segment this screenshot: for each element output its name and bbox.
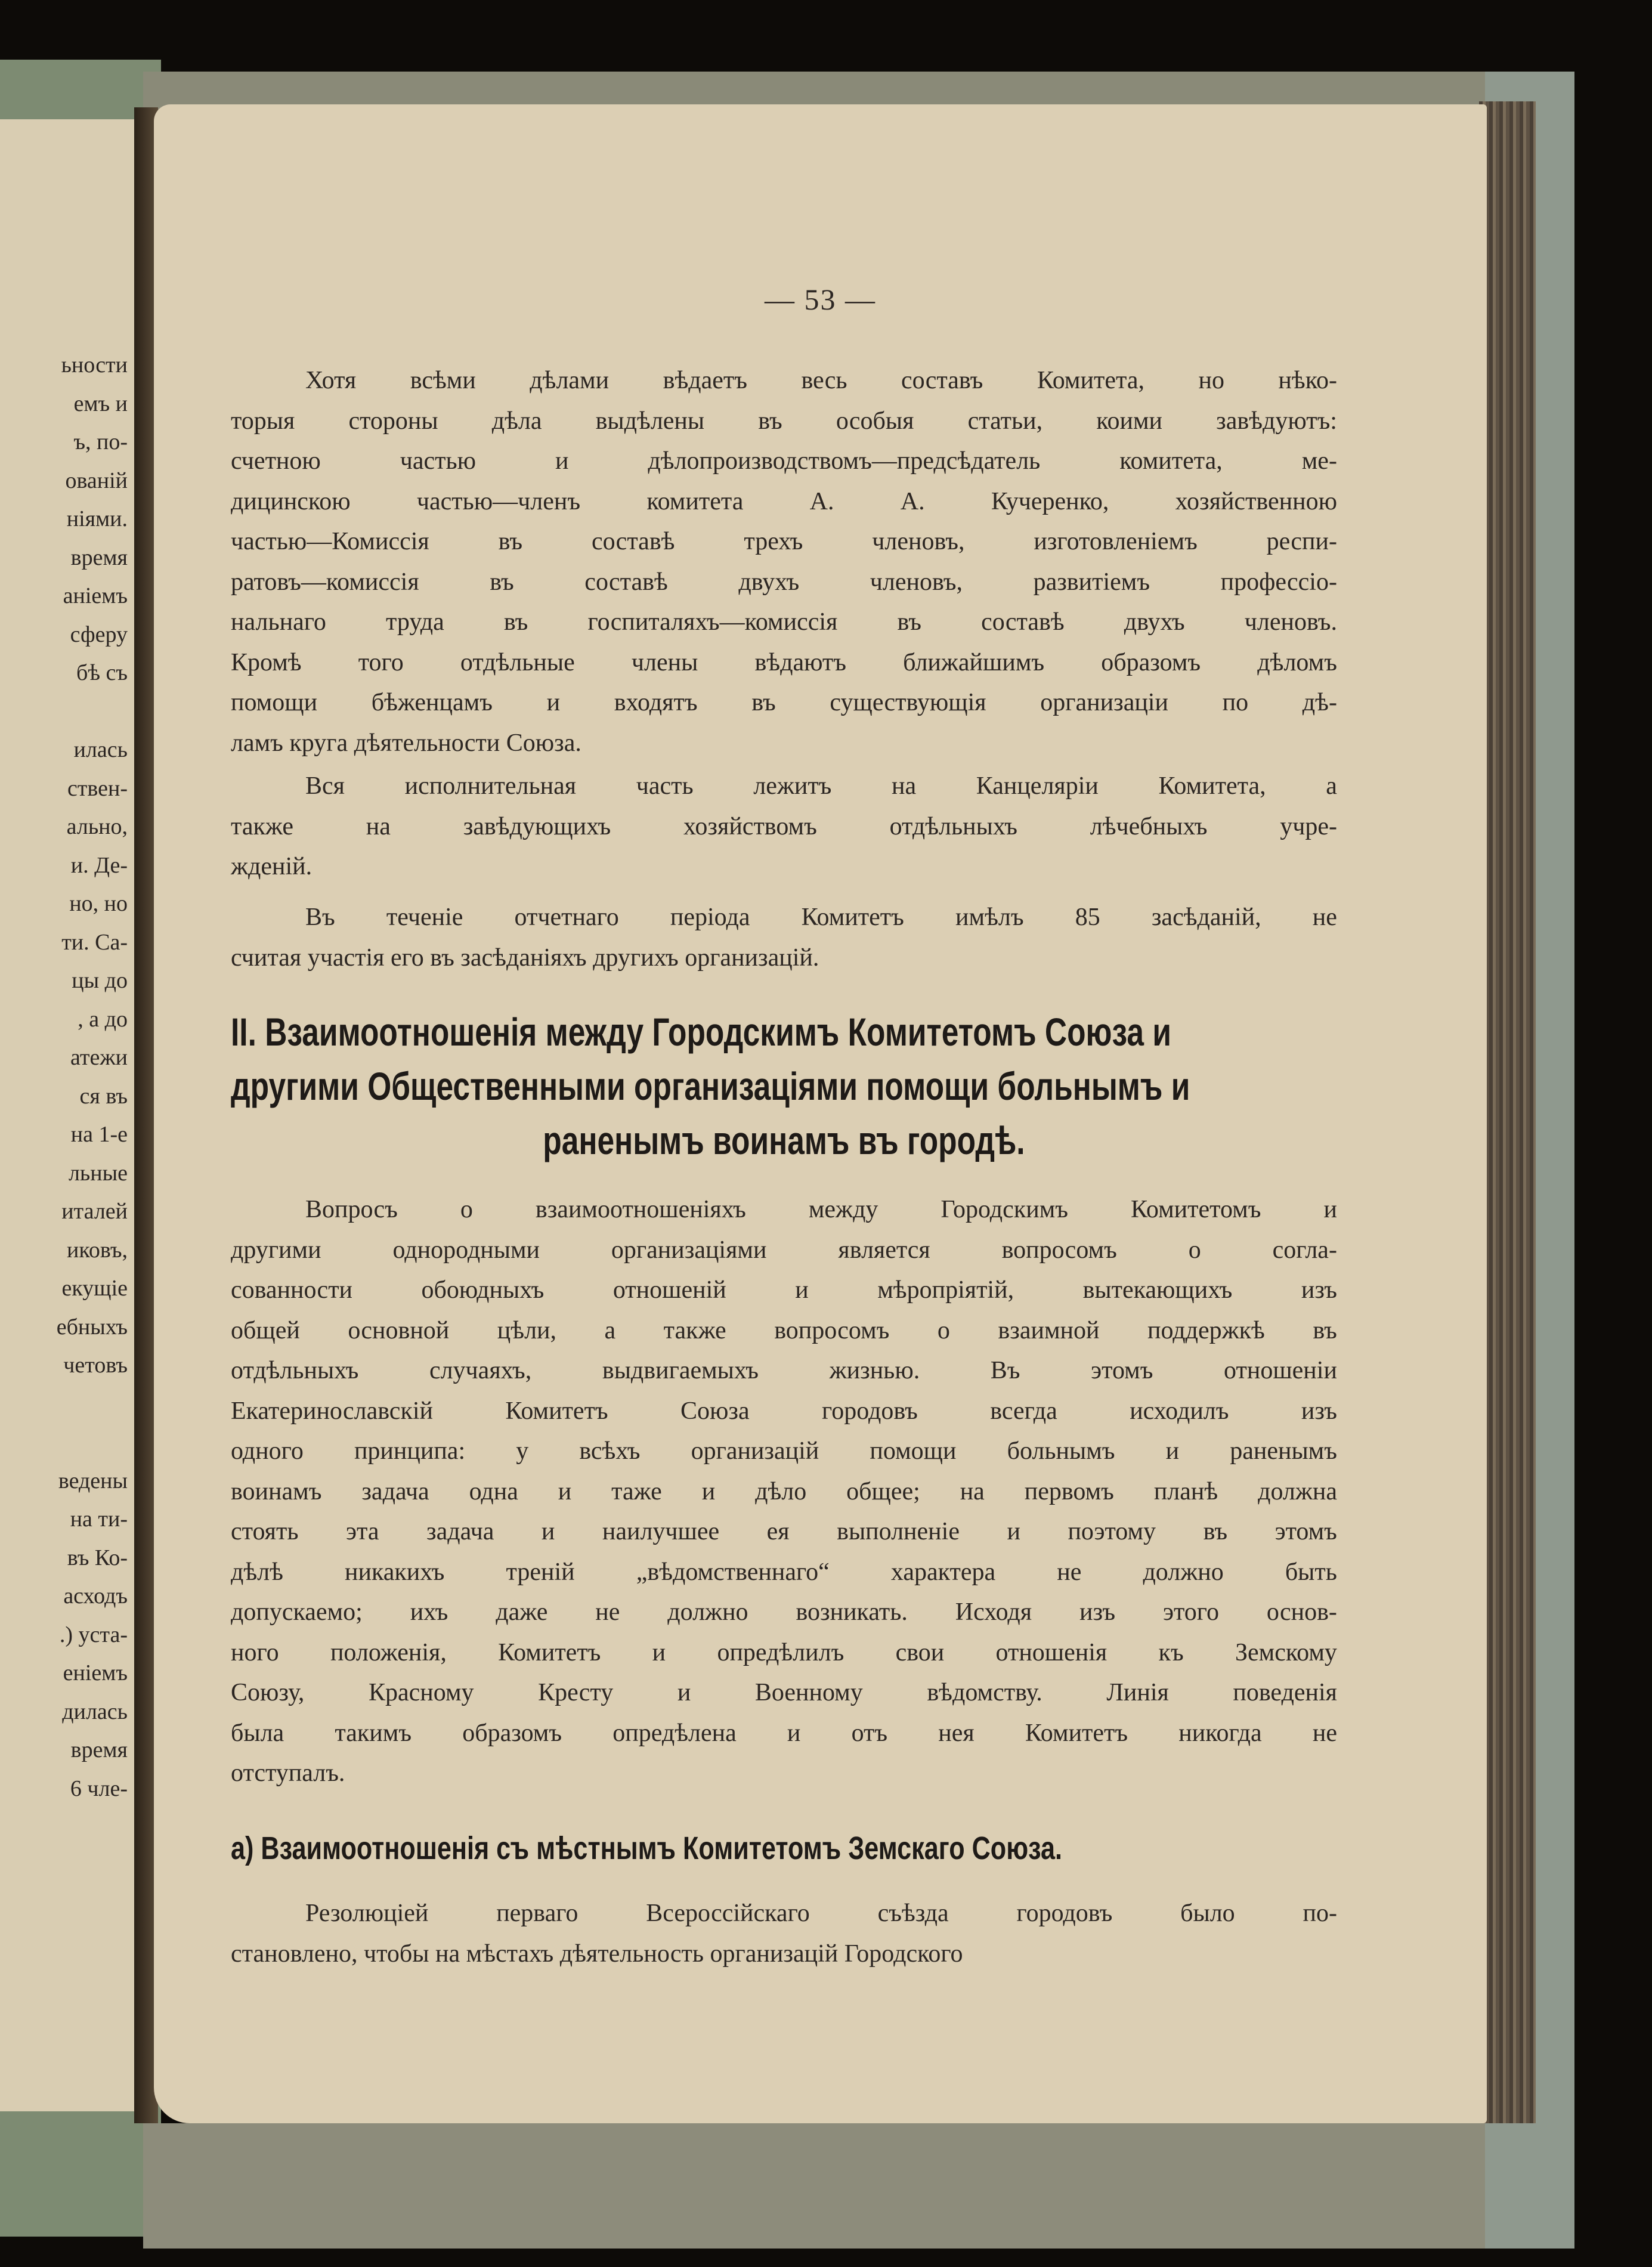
previous-page-text: иковъ, (66, 1237, 128, 1263)
paragraph-committee-duties (231, 361, 1337, 763)
previous-page-text: дилась (62, 1699, 128, 1724)
section-heading (231, 1005, 1337, 1168)
previous-page-text: емъ и (73, 391, 128, 416)
paragraph-chancellery (231, 766, 1337, 887)
text-line: Хотя всѣми дѣлами вѣдаетъ весь составъ Комитета, но нѣко- (305, 367, 1337, 394)
paragraph-relations (231, 1190, 1337, 1794)
previous-page-text: на ти- (70, 1507, 128, 1532)
previous-page-text: италей (61, 1199, 128, 1224)
text-line: помощи бѣженцамъ и входятъ въ существующія организаціи по дѣ- (231, 689, 1337, 716)
previous-page-text: атежи (70, 1045, 128, 1070)
heading-line: II. Взаимоотношенія между Городскимъ Комитетомъ Союза и (231, 1010, 1172, 1054)
text-line: Въ теченіе отчетнаго періода Комитетъ имѣлъ 85 засѣданій, не (305, 904, 1337, 931)
text-line: Екатеринославскій Комитетъ Союза городовъ всегда исходилъ изъ (231, 1397, 1337, 1425)
previous-page-text: асходъ (63, 1584, 128, 1609)
text-line: дѣлѣ никакихъ треній „вѣдомственнаго“ характера не должно быть (231, 1558, 1337, 1586)
previous-page-text: екущіе (61, 1276, 128, 1301)
previous-page-text: ствен- (67, 775, 128, 801)
heading-line: раненымъ воинамъ въ городѣ. (543, 1118, 1025, 1162)
heading-line: другими Общественными организаціями помощи больнымъ и (231, 1064, 1190, 1108)
text-line: Резолюціей перваго Всероссійскаго съѣзда городовъ было по- (305, 1900, 1337, 1927)
paragraph-meetings (231, 898, 1337, 978)
previous-page-text: аніемъ (63, 583, 128, 608)
previous-page-text: льные (68, 1160, 128, 1186)
previous-page-text: четовъ (63, 1353, 128, 1378)
previous-page-text: время (70, 545, 128, 570)
previous-page-text: но, но (69, 891, 128, 916)
text-line: дицинскою частью—членъ комитета А. А. Кучеренко, хозяйственною (231, 487, 1337, 515)
previous-page-text: илась (73, 737, 128, 762)
previous-page-fragment (0, 119, 136, 2111)
previous-page-text: цы до (72, 968, 128, 993)
text-line: счетною частью и дѣлопроизводствомъ—предсѣдатель комитета, ме- (231, 447, 1337, 475)
previous-page-text: ніями. (66, 506, 128, 531)
text-line: Вопросъ о взаимоотношеніяхъ между Городскимъ Комитетомъ и (305, 1196, 1337, 1223)
previous-page-text: бѣ съ (76, 660, 128, 685)
text-line: одного принципа: у всѣхъ организацій помощи больнымъ и раненымъ (231, 1437, 1337, 1465)
text-line: торыя стороны дѣла выдѣлены въ особыя статьи, коими завѣдуютъ: (231, 407, 1337, 435)
text-line: также на завѣдующихъ хозяйствомъ отдѣльныхъ лѣчебныхъ учре- (231, 812, 1337, 840)
previous-page-text: ти. Са- (61, 929, 128, 955)
text-line: ратовъ—комиссія въ составѣ двухъ членовъ, развитіемъ профессіо- (231, 568, 1337, 596)
previous-page-text: ъ, по- (73, 429, 128, 454)
text-line: общей основной цѣли, а также вопросомъ о взаимной поддержкѣ въ (231, 1316, 1337, 1344)
text-line: допускаемо; ихъ даже не должно возникать. Исходя изъ этого основ- (231, 1598, 1337, 1626)
previous-page-text: въ Ко- (67, 1545, 128, 1570)
text-line: ламъ круга дѣятельности Союза. (231, 729, 581, 757)
previous-page-text: .) уста- (59, 1622, 128, 1647)
previous-page-text: еніемъ (63, 1660, 128, 1685)
text-line: Кромѣ того отдѣльные члены вѣдаютъ ближайшимъ образомъ дѣломъ (231, 648, 1337, 676)
text-line: отступалъ. (231, 1759, 345, 1787)
previous-page-text: ся въ (79, 1083, 128, 1109)
text-line: воинамъ задача одна и таже и дѣло общее; на первомъ планѣ должна (231, 1477, 1337, 1505)
paragraph-resolution (231, 1894, 1337, 1974)
text-line: ного положенія, Комитетъ и опредѣлилъ свои отношенія къ Земскому (231, 1638, 1337, 1666)
text-line: сованности обоюдныхъ отношеній и мѣропріятій, вытекающихъ изъ (231, 1276, 1337, 1304)
previous-page-text: 6 чле- (70, 1776, 128, 1801)
text-line: считая участія его въ засѣданіяхъ другихъ организацій. (231, 944, 819, 972)
text-line: становлено, чтобы на мѣстахъ дѣятельность организацій Городского (231, 1940, 963, 1968)
book-cover-bottom (143, 2123, 1563, 2249)
text-line: частью—Комиссія въ составѣ трехъ членовъ, изготовленіемъ респи- (231, 528, 1337, 555)
text-line: другими однородными организаціями является вопросомъ о согла- (231, 1236, 1337, 1264)
previous-page-text: и. Де- (70, 852, 128, 878)
text-line: отдѣльныхъ случаяхъ, выдвигаемыхъ жизнью. Въ этомъ отношеніи (231, 1357, 1337, 1384)
page-edges (1479, 101, 1536, 2123)
text-line: жденій. (231, 853, 313, 880)
subsection-heading: а) Взаимоотношенія съ мѣстнымъ Комитетомъ Земскаго Союза. (231, 1830, 1063, 1866)
previous-page-text: ально, (66, 814, 128, 839)
text-line: стоять эта задача и наилучшее ея выполненіе и поэтому въ этомъ (231, 1518, 1337, 1545)
previous-page-text: на 1-е (70, 1122, 128, 1147)
previous-page-text: время (70, 1737, 128, 1762)
previous-page-text: ованій (65, 468, 128, 493)
previous-page-text: , а до (78, 1006, 128, 1032)
previous-page-text: сферу (70, 621, 128, 647)
page-number: — 53 — (765, 283, 876, 316)
text-line: была такимъ образомъ опредѣлена и отъ нея Комитетъ никогда не (231, 1719, 1337, 1747)
previous-page-text: ебныхъ (56, 1314, 128, 1340)
text-line: нальнаго труда въ госпиталяхъ—комиссія въ составѣ двухъ членовъ. (231, 608, 1337, 636)
text-line: Союзу, Красному Кресту и Военному вѣдомству. Линія поведенія (231, 1679, 1337, 1706)
text-line: Вся исполнительная часть лежитъ на Канцеляріи Комитета, а (305, 772, 1337, 800)
previous-page-text: ьности (61, 352, 128, 378)
book-page (154, 104, 1487, 2123)
previous-page-text: ведены (58, 1468, 128, 1493)
